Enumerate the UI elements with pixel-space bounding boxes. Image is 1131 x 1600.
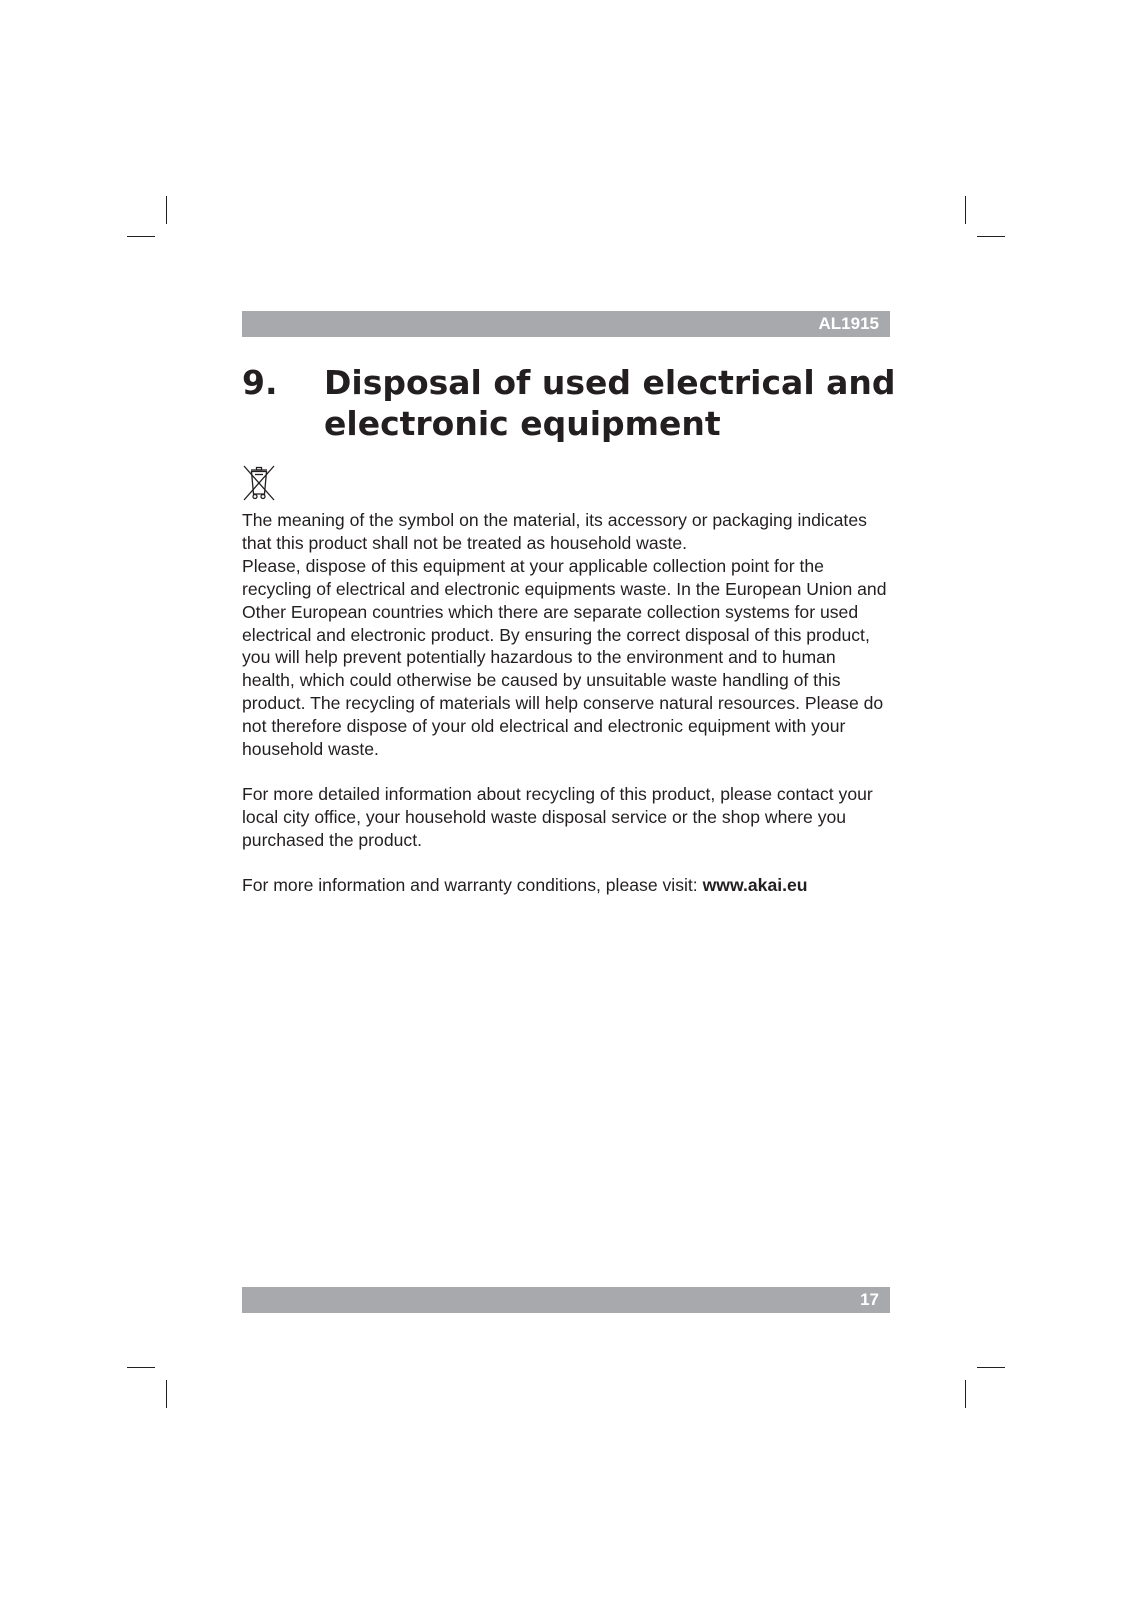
paragraph-recycling-contact: For more detailed information about recycling of this product, please contact your local city office, your household waste disposal service or the shop where you purchased the product.	[242, 784, 873, 850]
warranty-info-text: For more information and warranty conditions, please visit:	[242, 875, 703, 895]
disposal-text-block	[242, 509, 892, 761]
contact-text-block	[242, 783, 892, 852]
crop-mark-bottom-left-horizontal	[127, 1367, 155, 1368]
crossed-out-wheeled-bin-icon	[242, 464, 276, 502]
crop-mark-top-right-horizontal	[977, 236, 1005, 237]
website-link[interactable]: www.akai.eu	[702, 875, 808, 895]
section-number: 9.	[242, 363, 278, 402]
crop-mark-bottom-right-vertical	[965, 1380, 966, 1408]
crop-mark-top-left-horizontal	[127, 236, 155, 237]
crop-mark-top-right-vertical	[965, 196, 966, 224]
paragraph-warranty-info	[242, 874, 892, 897]
crop-mark-bottom-left-vertical	[166, 1380, 167, 1408]
paragraph-disposal-instructions: Please, dispose of this equipment at your applicable collection point for the recycling of electrical and electronic equipments waste. In the European Union and Other European countries which there are separate collection systems for used electrical and electronic product. By ensuring the correct disposal of this product, you will help prevent potentially hazardous to the environment and to human health, which could otherwise be caused by unsuitable waste handling of this product. The recycling of materials will help conserve natural resources. Please do not therefore dispose of your old electrical and electronic equipment with your household waste.	[242, 555, 887, 760]
paragraph-symbol-meaning: The meaning of the symbol on the material, its accessory or packaging indicates that this product shall not be treated as household waste.	[242, 510, 867, 553]
header-bar	[242, 311, 890, 337]
section-title: Disposal of used electrical and electronic equipment	[324, 363, 896, 443]
model-number: AL1915	[818, 314, 879, 333]
page-number: 17	[860, 1290, 879, 1309]
warranty-text-block	[242, 874, 892, 897]
footer-bar	[242, 1287, 890, 1313]
crop-mark-top-left-vertical	[166, 196, 167, 224]
crop-mark-bottom-right-horizontal	[977, 1367, 1005, 1368]
